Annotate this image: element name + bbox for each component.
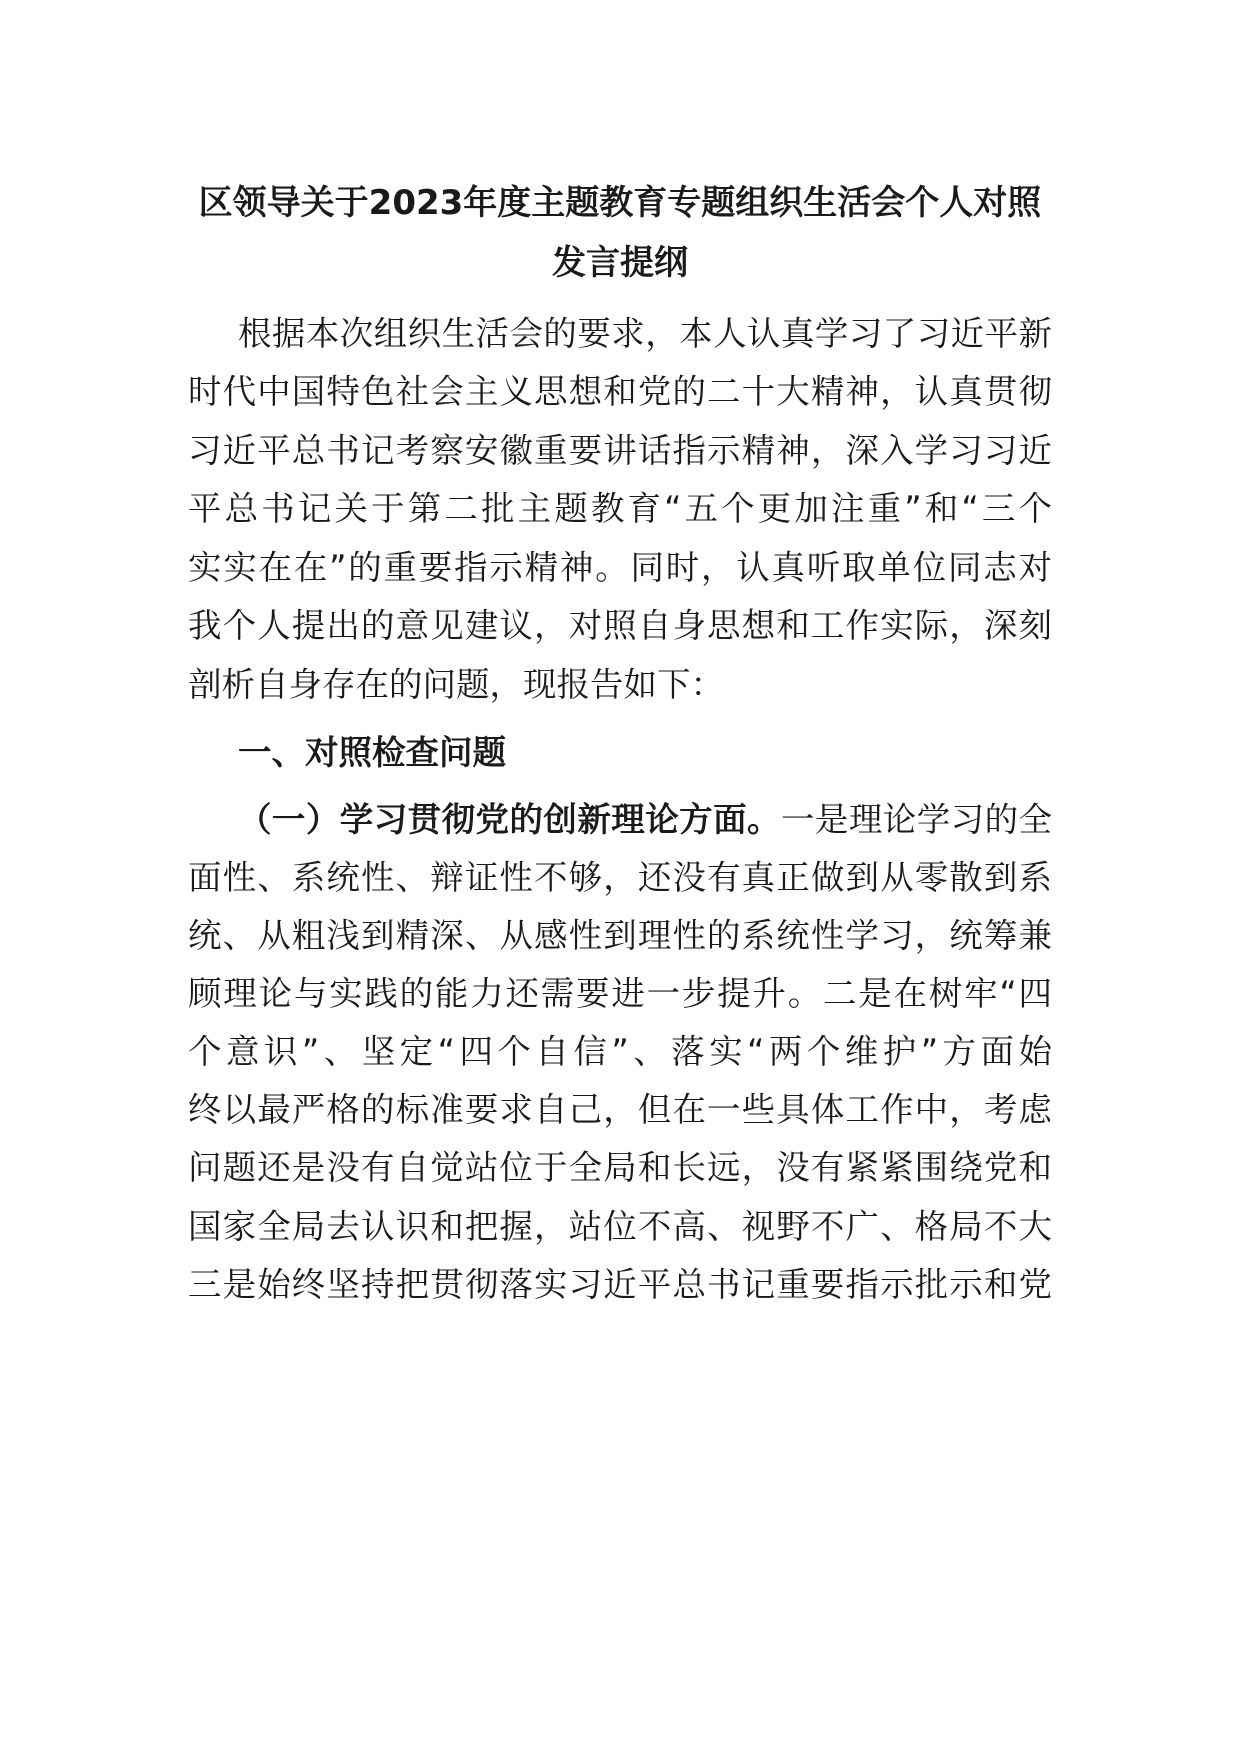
intro-paragraph-line: 剖析自身存在的问题，现报告如下： [188,665,724,704]
subsection-first-line-text: 一是理论学习的全 [780,800,1053,839]
subsection-line: 顾理论与实践的能力还需要进一步提升。二是在树牢“四 [188,974,1052,1013]
document-title-line-1: 区领导关于2023年度主题教育专题组织生活会个人对照 [198,183,1042,223]
subsection-line: 问题还是没有自觉站位于全局和长远，没有紧紧围绕党和 [188,1148,1052,1187]
section-heading: 一、对照检查问题 [238,733,506,772]
subsection-first-line [188,800,1052,840]
subsection-heading: （一）学习贯彻党的创新理论方面。 [238,800,781,839]
subsection-line: 个意识”、坚定“四个自信”、落实“两个维护”方面始 [188,1032,1052,1071]
subsection-line: 统、从粗浅到精深、从感性到理性的系统性学习，统筹兼 [188,916,1052,955]
subsection-line: 终以最严格的标准要求自己，但在一些具体工作中，考虑 [188,1090,1052,1129]
subsection-line: 三是始终坚持把贯彻落实习近平总书记重要指示批示和党 [188,1265,1052,1304]
subsection-line: 国家全局去认识和把握，站位不高、视野不广、格局不大 [188,1207,1052,1246]
subsection-line: 面性、系统性、辩证性不够，还没有真正做到从零散到系 [188,858,1052,897]
document-title-line-2: 发言提纲 [552,243,688,283]
intro-paragraph-line: 平总书记关于第二批主题教育“五个更加注重”和“三个 [188,489,1052,528]
intro-paragraph-line: 根据本次组织生活会的要求，本人认真学习了习近平新 [238,314,1052,353]
intro-paragraph-line: 习近平总书记考察安徽重要讲话指示精神，深入学习习近 [188,431,1052,470]
intro-paragraph-line: 时代中国特色社会主义思想和党的二十大精神，认真贯彻 [188,372,1052,411]
intro-paragraph-line: 实实在在”的重要指示精神。同时，认真听取单位同志对 [188,548,1052,587]
intro-paragraph-line: 我个人提出的意见建议，对照自身思想和工作实际，深刻 [188,606,1052,645]
